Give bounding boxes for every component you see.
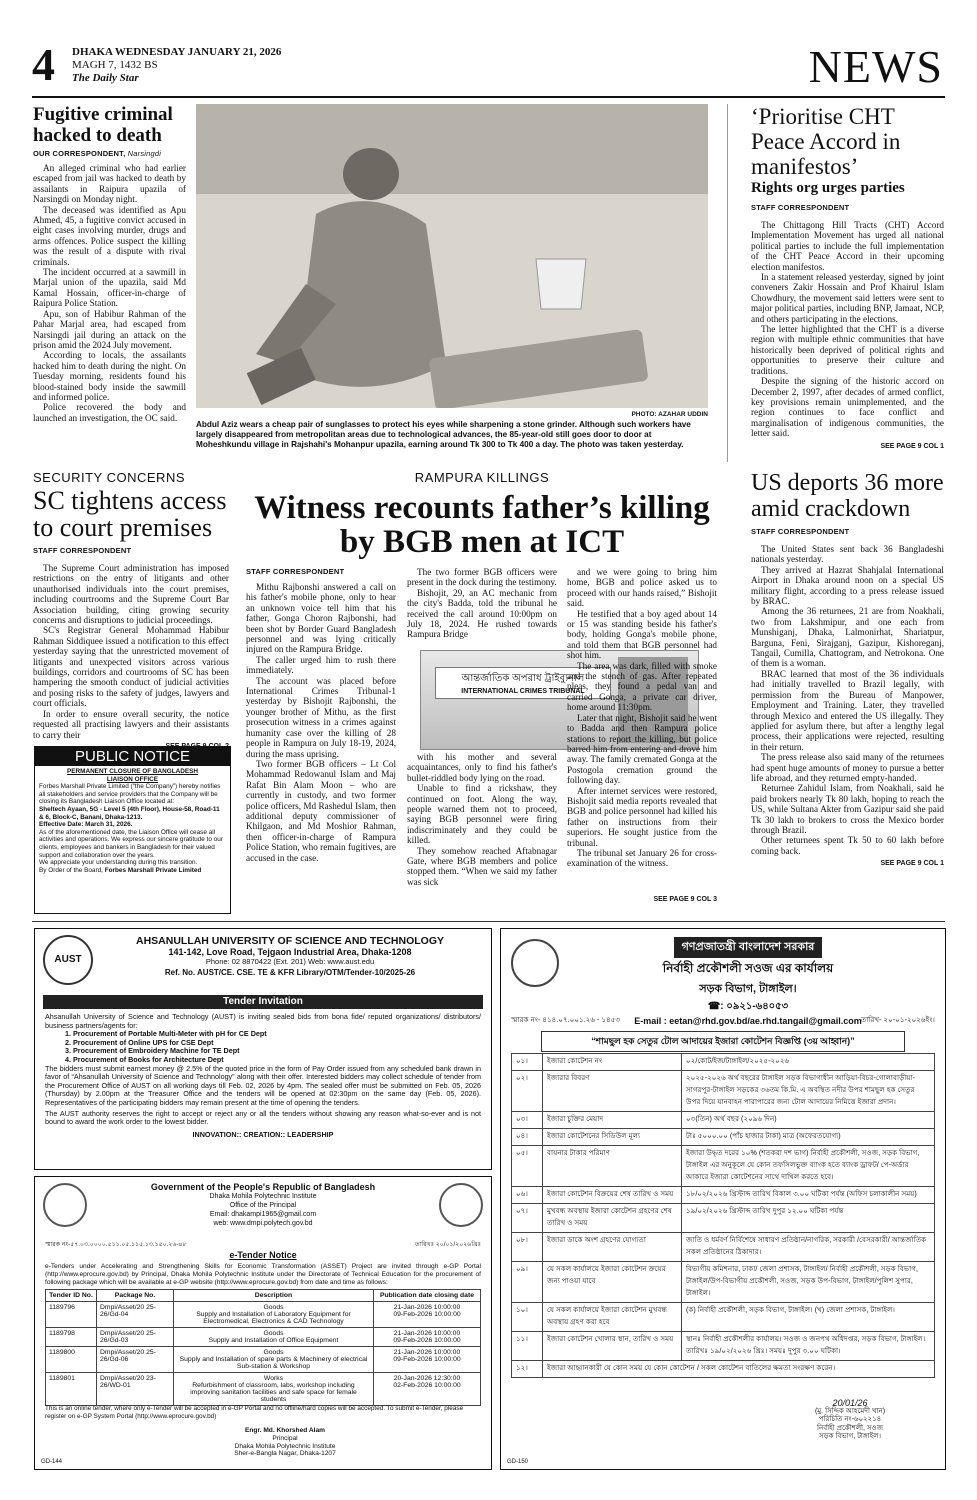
- byline: STAFF CORRESPONDENT: [751, 203, 850, 212]
- notice-address: Sheltech Ayaan, 5G - Level 5 (4th Floor), House-58, Road-11 & 6, Block-C, Banani, Dhaka-1213.: [39, 805, 220, 821]
- ad-aust-tender: [34, 928, 492, 1170]
- rhd-line-3: সড়ক বিভাগ, টাঙ্গাইল।: [699, 983, 797, 995]
- kicker: SECURITY CONCERNS: [33, 470, 186, 485]
- story-fugitive: [33, 104, 186, 423]
- table-row: ০৫। বায়নার টাকার পরিমাণ ইজারা উদ্ধৃত দরের ১০% (শতকরা দশ ভাগ) নির্বাহী প্রকৌশলী, সওজ, সড়ক বিভাগ, টাঙ্গাইল এর অনুকূলে যে কোন তফসিলভুক্ত ব্যাংক হতে ব্যাংক ড্রাফট/ পে-অর্ডার আকারে ইজারা কোটেশনের সাথে দাখিল করতে হবে।: [512, 1146, 935, 1187]
- byline: STAFF CORRESPONDENT: [751, 527, 850, 536]
- gov-seal-icon: [511, 939, 559, 987]
- col-header: Publication date closing date: [374, 1290, 481, 1302]
- table-row: ০৭। মুখবন্ধ অবস্থায় ইজারা কোটেশন গ্রহণের শেষ তারিখ ও সময় ১৯/০২/২০২৬ খ্রিস্টাব্দ তারিখ দুপুর ১২.০০ ঘটিকা পর্যন্ত: [512, 1204, 935, 1233]
- aust-items: [45, 1030, 481, 1064]
- section-title: NEWS: [808, 41, 943, 92]
- story-body: An alleged criminal who had earlier escaped from jail was hacked to death by assailants in Raipura upazila of Narsingdi on Monday night. The deceased was identified as Apu Ahmed, 45, a fugitive convict accused in eight cases involving murder, drugs and arms offences. Police suspect the killing was the result of a dispute with rival criminals. The incident occurred at a sawmill in Marjal union of the upazila, said Md Kamal Hossain, officer-in-charge of Raipura Police Station. Apu, son of Habibur Rahman of the Pahar Marjal area, had escaped from Narsingdi jail during an attack on the prison amid the 2024 July movement. According to locals, the assailants hacked him to death during the night. On Tuesday morning, residents found his blood-stained body inside the sawmill and informed police. Police recovered the body and launched an investigation, the OC said.: [33, 163, 186, 423]
- col-header: Description: [174, 1290, 374, 1302]
- aust-item: 2. Procurement of Online UPS for CSE Dept: [65, 1037, 214, 1047]
- story-body: The Chittagong Hill Tracts (CHT) Accord Implementation Movement has urged all national political parties to include the full implementation of the CHT Peace Accord in their upcoming election manifestos. In a statement released yesterday, signed by joint conveners Zakir Hossain and Prof Khairul Islam Chowdhury, the movement said letters were sent to major political parties, including BNP, Jamaat, NCP, and others participating in the elections. The letter highlighted that the CHT is a diverse region with multiple ethnic communities that have historically been deprived of political rights and opportunities to preserve their culture and traditions. Despite the signing of the historic accord on December 2, 1997, after decades of armed conflict, key provisions remain unimplemented, and the region continues to face conflict and marginalisation of indigenous communities, the letter said.: [751, 220, 944, 439]
- photo-illustration: [196, 104, 708, 408]
- aust-name: AHSANULLAH UNIVERSITY OF SCIENCE AND TECHNOLOGY: [135, 935, 445, 947]
- rampura-jump-line: SEE PAGE 9 COL 3: [653, 896, 717, 903]
- aust-address: 141-142, Love Road, Tejgaon Industrial Area, Dhaka-1208: [168, 947, 412, 957]
- rampura-col-2-top: The two former BGB officers were present in the dock during the testimony. Bishojit, 29, an AC mechanic from the city's Badda, told the tribunal he received the call around 10:00pm on July 18, 2024. He rushed towards Rampura Bridge: [407, 567, 557, 640]
- gov-web: web: www.dmpi.polytech.gov.bd: [213, 1220, 313, 1227]
- table-row: 1189796 Dmpi/Asset/20 25-26/Gd-04 Goods Supply and Installation of Laboratory Equipment for Electromedical, Electronics & CAD Technology 21-Jan-2026 10:00:00 09-Feb-2026 10:00:00: [46, 1302, 481, 1328]
- notice-subtitle-2: LIAISON OFFICE: [106, 775, 159, 783]
- gov-memo-date: তারিখঃ ২০/০১/২০২৬খ্রিঃ: [415, 1241, 481, 1248]
- byline: STAFF CORRESPONDENT: [33, 546, 132, 555]
- etender-title: e-Tender Notice: [229, 1250, 297, 1260]
- notice-title: PUBLIC NOTICE: [35, 747, 230, 766]
- story-sc: [33, 470, 229, 750]
- headline: ‘Prioritise CHT Peace Accord in manifestos’: [751, 104, 901, 179]
- table-row: ১২। ইজারা আহ্বানকারী যে কোন সময় যে কোন কোটেশন / সকল কোটেশন বাতিলের ক্ষমতা সংরক্ষণ করেন।: [512, 1361, 935, 1378]
- gov-inst: Dhaka Mohila Polytechnic Institute: [209, 1193, 317, 1200]
- table-row: ০৪। ইজারা কোটেশনের সিডিউল মূল্য টাঃ ৫০০০.০০ (পাঁচ হাজার টাকা) মাত্র (অফেরতযোগ্য): [512, 1129, 935, 1146]
- rhd-email: E-mail : eetan@rhd.gov.bd/ae.rhd.tangail@gmail.com: [634, 1016, 862, 1026]
- table-row: ০২। ইজারার বিবরণ ২০২৫-২০২৬ অর্থ বছরের টাঙ্গাইল সড়ক বিভাগাধীন আড়িয়া-বিচর-গোলাবাড়ীয়া-সাগরপুর-টাঙ্গাইল সড়কের ৩৬তম কি.মি. এ অবস্থিত নদীর উপর শামছুল হক সেতুর উপর দিয়ে যানবাহন পারাপারের জন্য টোল আদায়ের নিমিত্তে ইজারা প্রদান।: [512, 1071, 935, 1112]
- notice-subtitle: PERMANENT CLOSURE OF BANGLADESH: [66, 768, 198, 775]
- ad-code: GD-144: [41, 1459, 63, 1465]
- rampura-col-2-bottom: with his mother and several acquaintances, only to find his father's bullet-riddled body lying on the road. Unable to find a rickshaw, they continued on foot. Along the way, people warned them not to proceed, saying BGB personnel were firing indiscriminately and they could be killed. They somehow reached Aftabnagar Gate, where BGB members and police stopped them. “When we said my father was sick: [407, 752, 557, 887]
- gov-signature: Engr. Md. Khorshed Alam Principal Dhaka Mohila Polytechnic Institute Sher-e-Bangla Nagar, Dhaka-1207: [234, 1427, 336, 1458]
- headline: Fugitive criminal hacked to death: [33, 104, 173, 146]
- rhd-memo-date: তারিখ- ২০-০১-২০২৬ইং।: [860, 1015, 935, 1024]
- rhd-notice-title: “শামছুল হক সেতুর টোল আদায়ের ইজারা কোটেশন বিজ্ঞপ্তি (৩য় আহ্বান)”: [541, 1031, 905, 1052]
- notice-effective-date: Effective Date: March 31, 2026.: [39, 821, 133, 829]
- photo-credit: PHOTO: AZAHAR UDDIN: [631, 411, 708, 418]
- sign-english: INTERNATIONAL CRIMES TRIBUNAL: [461, 688, 585, 695]
- etender-intro: e-Tenders under Accelerating and Strengthening Skills for Economic Transformation (ASSET) Project are invited through e-GP Portal (http://www.eprocure.gov.bd) by Principal, Dhaka Mohila Polytechnic Institute under the Directorate of Technical Education for the procurement of following package which will be available at e-GP website (http://www.eprocure.gov.bd) from date and time as follows:: [45, 1263, 481, 1286]
- header-rule: [32, 96, 945, 98]
- aust-item: 4. Procurement of Books for Architecture Dept: [65, 1054, 224, 1064]
- public-notice: [34, 746, 231, 914]
- notice-signature: By Order of the Board, Forbes Marshall Private Limited: [39, 866, 202, 874]
- headline: Witness recounts father’s killing by BGB men at ICT: [254, 490, 710, 560]
- rampura-byline: STAFF CORRESPONDENT: [246, 567, 345, 576]
- gov-seal-icon: [43, 1183, 87, 1227]
- aust-motto: INNOVATION:: CREATION:: LEADERSHIP: [192, 1129, 334, 1139]
- rhd-line-2: নির্বাহী প্রকৌশলী সওজ এর কার্যালয়: [662, 961, 834, 975]
- tender-banner: Tender Invitation: [43, 995, 483, 1009]
- ads-rule: [32, 921, 945, 922]
- rhd-memo: স্মারক নং- ৪১৪.০৭.০০১.২৬ - ১৪৫৩: [511, 1015, 621, 1024]
- ad-code: GD-150: [507, 1459, 529, 1465]
- rhd-table: [511, 1053, 935, 1378]
- rampura-col-3: and we were going to bring him home, BGB and police asked us to proceed with our hands raised,” Bishojit said. He testified that a boy aged about 14 or 15 was standing beside his father's body, holding Gonga's mobile phone, and told them that BGB personnel had shot him. The area was dark, filled with smoke and the stench of gas. After repeated pleas, they found a pedal van and carried Gonga, a private car driver, home around 11:30pm. Later that night, Bishojit said he went to Badda and then Rampura police stations to report the killing, but police barred him from entering and drove him away. The family cremated Gonga at the Postogola cremation ground the following day. After internet services were restored, Bishojit said media reports revealed that BGB and police personnel had killed his father on instructions from their superiors. He sought justice from the tribunal. The tribunal set January 26 for cross-examination of the witness.: [567, 567, 717, 869]
- jump-line: SEE PAGE 9 COL 1: [880, 860, 944, 868]
- aust-contact: Phone: 02 8870422 (Ext. 201) Web: www.aust.edu: [205, 957, 375, 966]
- jump-line: SEE PAGE 9 COL 1: [880, 442, 944, 450]
- headline: US deports 36 more amid crackdown: [751, 470, 944, 522]
- rampura-col-1: Mithu Rajbonshi answered a call on his father's mobile phone, only to hear an unknown voice tell him that his father, Gonga Choron Rajbonshi, had been shot by Border Guard Bangladesh personnel and was lying critically injured on the Rampura Bridge. The caller urged him to rush there immediately. The account was placed before International Crimes Tribunal-1 yesterday by Bishojit Rajbonshi, the younger brother of Mithu, as the first prosecution witness in a crimes against humanity case over the killing of 28 people in Rampura on July 18-19, 2024, during the mass uprising. Two former BGB officers – Lt Col Mohammad Redowanul Islam and Maj Rafat Bin Alam Moon – who are currently in custody, and two former police officers, Md Rashedul Islam, then additional deputy commissioner of Khilgaon, and Md Moshior Rahman, then officer-in-charge of Rampura Police Station, who remain fugitives, are accused in the case.: [246, 582, 396, 863]
- story-body: The Supreme Court administration has imposed restrictions on the entry of litigants and other unauthorised individuals into the court premises, including courtrooms and the Supreme Court Bar Association building, citing growing security concerns and disruptions to judicial proceedings. SC's Registrar General Mohammad Habibur Rahman Siddiquee issued a notification to this effect yesterday saying that the unrestricted movement of litigants and unexpected visitors across various buildings, corridors and courtrooms of SC has been hampering the smooth conduct of judicial activities and posing risks to the safety of judges, lawyers and court officials. In order to ensure overall security, the notice requested all practising lawyers and their assistants to carry their: [33, 563, 229, 740]
- paper-logo: The Daily Star: [72, 72, 139, 84]
- table-row: ০৮। ইজারা ডাকে অংশ গ্রহণের যোগ্যতা জাতি ও ধর্মবর্ণ নির্বিশেষে সাধারণ প্রতিষ্ঠান/নাগরিক, সরকারী /বেসরকারী/ আন্তর্জাতিক সকল প্রতিষ্ঠানের ঠিকাদার।: [512, 1233, 935, 1262]
- aust-item: 3. Procurement of Embroidery Machine for TE Dept: [65, 1046, 240, 1056]
- notice-text-2: As of the aforementioned date, the Liaison Office will cease all activities and operations. We express our sincere gratitude to our clients, employees and bankers in Bangladesh for their valued support and collaboration over the years.: [39, 828, 223, 859]
- column-rule: [727, 104, 728, 462]
- notice-text-3: We appreciate your understanding during this transition.: [39, 859, 198, 867]
- table-row: ০১। ইজারা কোটেশন নং ০২/কোট/ইজ/টাঙ্গাইল/২০২৫-২০২৬: [512, 1054, 935, 1071]
- aust-item: 1. Procurement of Portable Multi-Meter with pH for CE Dept: [65, 1029, 267, 1039]
- ad-dmpi-etender: [34, 1176, 492, 1470]
- col-header: Package No.: [97, 1290, 174, 1302]
- table-row: 1189800 Dmpi/Asset/20 25-26/Gd-06 Goods Supply and Installation of spare parts & Machinery of electrical Sub-station & Workshop 21-Jan-2026 10:00:00 09-Feb-2026 10:00:00: [46, 1347, 481, 1373]
- date-line: DHAKA WEDNESDAY JANUARY 21, 2026: [72, 46, 282, 58]
- gov-title: Government of the People's Republic of Bangladesh: [150, 1182, 376, 1192]
- aust-para: The bidders must submit earnest money @ 2.5% of the quoted price in the form of Pay Order issued from any scheduled bank drawn in favor of “Ahsanullah University of Science and Technology” along with their offer. Interested bidders may collect schedule of tender from the Procurement Office of AUST on all working days till Feb. 02, 2026 by 4pm. The sealed offer must be submitted on Feb. 05, 2026 (Thursday) by 2.00pm at the Treasurer Office and the tenders will be opened at 02:30pm on the same day (Feb. 05, 2026). Representatives of the participating bidders may remain present at the time of opening the tenders.: [45, 1063, 481, 1107]
- story-body: The United States sent back 36 Bangladeshi nationals yesterday. They arrived at Hazrat Shahjalal International Airport in Dhaka around noon on a special US military flight, according to a press release issued by BRAC. Among the 36 returnees, 21 are from Noakhali, two from Lakshmipur, and one each from Munshiganj, Dhaka, Lalmonirhat, Shariatpur, Barguna, Feni, Sirajganj, Gazipur, Kishoreganj, Tangail, Cumilla, Chattogram, and Netrokona. One of them is a woman. BRAC learned that most of the 36 individuals had initially travelled to Brazil legally, with permission from the Bureau of Manpower, Employment and Training. Later, they travelled through Mexico and entered the US illegally. They applied for asylum there, but after a lengthy legal process, their applications were rejected, resulting in their return. The press release also said many of the returnees had spent huge amounts of money to pursue a better life abroad, and they returned empty-handed. Returnee Zahidul Islam, from Noakhali, said he paid brokers nearly Tk 80 lakh, hoping to reach the US, while Sultana Akter from Gazipur said she paid Tk 30 lakh to brokers to cross the Mexico border through Brazil. Other returnees spent Tk 50 to 60 lakh before coming back.: [751, 544, 944, 856]
- notice-text: Forbes Marshall Private Limited (“the Company”) hereby notifies all stakeholders and service providers that the Company will be closing its Bangladesh Liaison Office located at:: [39, 783, 221, 806]
- table-row: 1189801 Dmpi/Asset/20 23-26/WD-01 Works Refurbishment of classroom, labs, workshop including improving sanitation facilities and safe space for female students 20-Jan-2026 12:30:00 02-Feb-2026 10:00:00: [46, 1373, 481, 1406]
- aust-para-2: The AUST authority reserves the right to accept or reject any or all the tenders without showing any reason what-so-ever and is not bound to award the work order to the lowest bidder.: [45, 1108, 481, 1127]
- subheadline: Rights org urges parties: [751, 180, 905, 196]
- aust-logo: AUST: [43, 935, 93, 985]
- kicker: RAMPURA KILLINGS: [414, 470, 550, 485]
- byline: OUR CORRESPONDENT, Narsingdi: [33, 149, 162, 158]
- table-row: ০৩। ইজারা চুক্তির মেয়াদ ০৩(তিন) অর্থ বছর (২০৯৬ দিন): [512, 1112, 935, 1129]
- page-number: 4: [32, 39, 55, 90]
- table-row: ১০। যে সকল কার্যালয়ে ইজারা কোটেশন মুখবন্ধ অবস্থায় গ্রহণ করা হবে (ক) নির্বাহী প্রকৌশলী, সড়ক বিভাগ, টাঙ্গাইল। (খ) জেলা প্রশাসক, টাঙ্গাইল।: [512, 1303, 935, 1332]
- rhd-signature: 20/01/26 (মু. সিদ্দিক আহমেদী খান) পরিচিতি নং-৬০২২১৪ নির্বাহী প্রকৌশলী, সওজ সড়ক বিভাগ, টাঙ্গাইল।: [814, 1398, 886, 1441]
- headline: SC tightens access to court premises: [33, 486, 227, 542]
- table-row: ০৬। ইজারা কোটেশন বিক্রয়ের শেষ তারিখ ও সময় ১৮/০২/২০২৬ খ্রিস্টাব্দ তারিখ বিকাল ৩.০০ ঘটিকা পর্যন্ত (অফিস চলাকালীন সময়): [512, 1187, 935, 1204]
- etender-table: [45, 1289, 481, 1406]
- table-row: ১১। ইজারা কোটেশন খোলার স্থান, তারিখ ও সময় স্থানঃ নির্বাহী প্রকৌশলীর কার্যালয়। সওজ ও জনপথ অধিদপ্তর, সড়ক বিভাগ, টাঙ্গাইল। তারিখঃ ১৯/০২/২০২৬ খ্রিঃ। সময়ঃ দুপুর ৩.০০ ঘটিকা।: [512, 1332, 935, 1361]
- photo-stone-grinder: [196, 104, 708, 408]
- aust-ref: Ref. No. AUST/CE. CSE. TE & KFR Library/OTM/Tender-10/2025-26: [164, 968, 416, 977]
- sign-bangla: আন্তর্জাতিক অপরাধ ট্রাইব্যুনাল: [461, 673, 585, 684]
- gov-email: Email: dhakampi1965@gmail.com: [209, 1211, 317, 1218]
- ad-rhd-toll-tender: [500, 928, 946, 1470]
- table-row: 1189798 Dmpi/Asset/20 25-26/Gd-03 Goods Supply and Installation of Office Equipment 21-Jan-2026 10:00:00 09-Feb-2026 10:00:00: [46, 1328, 481, 1347]
- rhd-phone: ☎: ০৯২১-৬৪০৫৩: [707, 1001, 789, 1012]
- photo-caption: Abdul Aziz wears a cheap pair of sunglasses to protect his eyes while sharpening a stone grinder. Although such workers have largely disappeared from metropolitan areas due to technological advances, the 85-year-old still goes door to door at Moheshkundu village in Rajshahi's Mohanpur upazila, earning around Tk 300 to Tk 400 a day. The photo was taken yesterday.: [196, 420, 691, 449]
- story-cht: [751, 104, 944, 450]
- bangla-date: MAGH 7, 1432 BS: [72, 59, 158, 71]
- masthead-meta: [72, 46, 281, 85]
- gov-office: Office of the Principal: [229, 1202, 297, 1209]
- gov-memo: স্মারক নং-৫৭.০৩.০০০০.৫১১.০৫.১১৫.১৩.১৫০.২৬-৪৮: [45, 1241, 187, 1248]
- story-us-deports: [751, 470, 944, 867]
- etender-footer: This is an online tender, where only e-Tender will be accepted in e-GP Portal and no offline/hard copies will be accepted. To submit e-Tender, please register on e-GP System Portal (http://www.eprocure.gov.bd): [45, 1405, 464, 1420]
- institute-logo-icon: [439, 1183, 483, 1227]
- rhd-line-1: গণপ্রজাতন্ত্রী বাংলাদেশ সরকার: [674, 937, 823, 958]
- table-row: ০৯। যে সকল কার্যালয়ে ইজারা কোটেশন ক্রয়ের জন্য পাওয়া যাবে বিভাগীয় কমিশনার, ঢাকা/ জেলা প্রশাসক, টাঙ্গাইল/ নির্বাহী প্রকৌশলী, সড়ক বিভাগ, টাঙ্গাইল/উপ-বিভাগীয় প্রকৌশলী, সওজ, সড়ক উপ-বিভাগ, টাঙ্গাইল/পুলিশ সুপার, টাঙ্গাইল।: [512, 1262, 935, 1303]
- aust-intro: Ahsanullah University of Science and Technology (AUST) is inviting sealed bids from bona fide/ reputed organizations/ distributors/ business partners/agents for:: [45, 1012, 481, 1030]
- col-header: Tender ID No.: [46, 1290, 97, 1302]
- story-rampura: [246, 470, 718, 559]
